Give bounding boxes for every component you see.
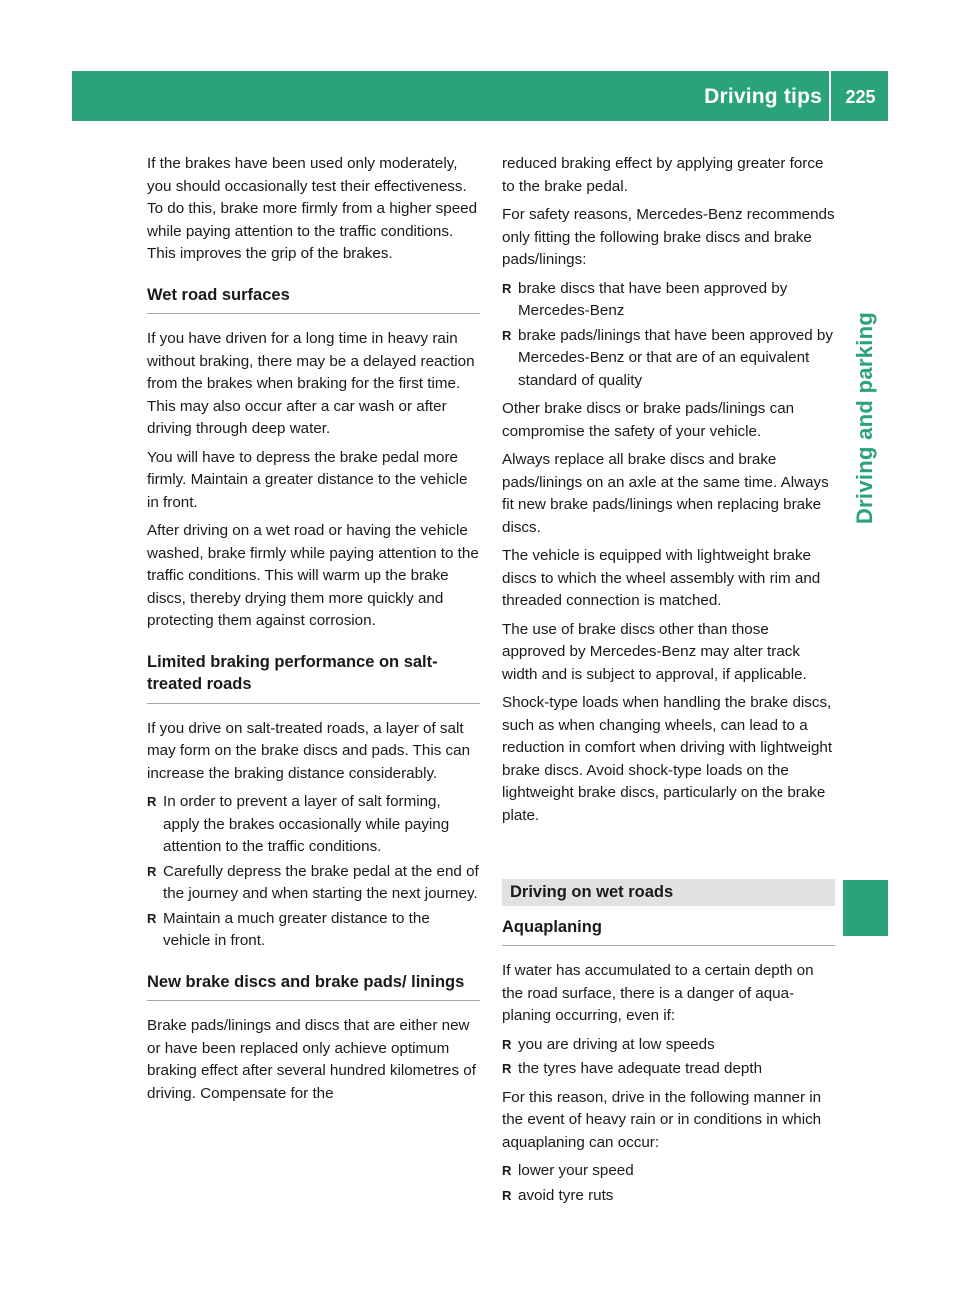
paragraph: Other brake discs or brake pads/linings can compromise the safety of your vehicle.: [502, 400, 795, 440]
page-header: [72, 71, 888, 121]
bullet-icon: R: [147, 910, 157, 926]
list-item: R brake pads/linings that have been approved by Mercedes-Benz or that are of an equivalent standard of quality: [502, 326, 833, 389]
side-tab: [843, 178, 888, 648]
paragraph: If you have driven for a long time in heavy rain without braking, there may be a delayed reaction from the brakes when braking for the first time. This may also occur after a car wash or after driving through deep water.: [147, 330, 475, 437]
paragraph: For this reason, drive in the following manner in the event of heavy rain or in conditions in which aquaplaning can occur:: [502, 1088, 822, 1151]
bullet-icon: R: [502, 1187, 512, 1203]
list-item: R Carefully depress the brake pedal at the end of the journey and when starting the next journey.: [147, 862, 479, 902]
paragraph: If you drive on salt-treated roads, a layer of salt may form on the brake discs and pads. This can increase the braking distance considerably.: [147, 719, 471, 782]
paragraph: If water has accumulated to a certain depth on the road surface, there is a danger of aquaplaning occurring, even if:: [502, 962, 814, 1024]
bullet-icon: R: [502, 327, 512, 343]
list-item: R you are driving at low speeds: [502, 1034, 835, 1057]
left-column: [147, 153, 480, 1111]
bullet-list: [502, 1034, 835, 1081]
paragraph: The vehicle is equipped with lightweight brake discs to which the wheel assembly with rim and threaded connection is matched.: [502, 547, 821, 609]
bullet-list: [147, 791, 480, 953]
list-item: R brake discs that have been approved by Mercedes-Benz: [502, 279, 788, 319]
heading-salt-treated-roads: Limited braking performance on salt-treated roads: [147, 651, 480, 704]
header-title: Driving tips: [704, 85, 822, 108]
bullet-icon: R: [502, 1036, 512, 1052]
bullet-icon: R: [147, 794, 157, 809]
bullet-list: [502, 278, 835, 393]
paragraph: For safety reasons, Mercedes-Benz recommends only fitting the following brake discs and brake pads/linings:: [502, 206, 835, 268]
paragraph: Brake pads/linings and discs that are either new or have been replaced only achieve optimum braking effect after several hundred kilometres of driving. Compensate for the: [147, 1017, 476, 1102]
side-tab-marker: [843, 880, 888, 936]
bullet-icon: R: [502, 280, 512, 296]
bullet-icon: R: [502, 1061, 512, 1076]
header-divider: [829, 71, 831, 121]
page-number: 225: [845, 87, 876, 107]
list-item: R the tyres have adequate tread depth: [502, 1058, 835, 1081]
paragraph: reduced braking effect by applying greater force to the brake pedal.: [502, 155, 824, 195]
side-tab-label: Driving and parking: [852, 311, 877, 525]
paragraph: Shock-type loads when handling the brake discs, such as when changing wheels, can lead to a reduction in comfort when driving with lightweight brake discs. Avoid shock-type loads on the lightweight brake discs, particularly on the brake plate.: [502, 694, 833, 824]
list-item: R In order to prevent a layer of salt forming, apply the brakes occasionally while paying attention to the traffic conditions.: [147, 793, 450, 855]
section-heading-wet-roads: Driving on wet roads: [502, 879, 835, 906]
heading-new-brake-discs: New brake discs and brake pads/ linings: [147, 971, 480, 1002]
heading-wet-road-surfaces: Wet road surfaces: [147, 284, 480, 315]
bullet-icon: R: [502, 1163, 512, 1178]
paragraph: After driving on a wet road or having the vehicle washed, brake firmly while paying attention to the traffic conditions. This will warm up the brake discs, thereby drying them more quickly and protecting them against corrosion.: [147, 522, 479, 629]
paragraph: Always replace all brake discs and brake pads/linings on an axle at the same time. Always fit new brake pads/linings when replacing brake discs.: [502, 451, 829, 536]
paragraph: The use of brake discs other than those approved by Mercedes-Benz may alter track width and is subject to approval, if applicable.: [502, 620, 807, 683]
list-item: R avoid tyre ruts: [502, 1185, 835, 1208]
intro-paragraph: If the brakes have been used only moderately, you should occasionally test their effectiveness. To do this, brake more firmly from a higher speed while paying attention to the traffic conditions. This improves the grip of the brakes.: [147, 155, 478, 262]
list-item: R Maintain a much greater distance to the vehicle in front.: [147, 909, 430, 949]
paragraph: You will have to depress the brake pedal more firmly. Maintain a greater distance to the vehicle in front.: [147, 448, 468, 511]
list-item: R lower your speed: [502, 1160, 835, 1183]
bullet-icon: R: [147, 863, 157, 879]
right-column: [502, 153, 835, 1213]
heading-aquaplaning: Aquaplaning: [502, 916, 835, 947]
bullet-list: [502, 1160, 835, 1207]
